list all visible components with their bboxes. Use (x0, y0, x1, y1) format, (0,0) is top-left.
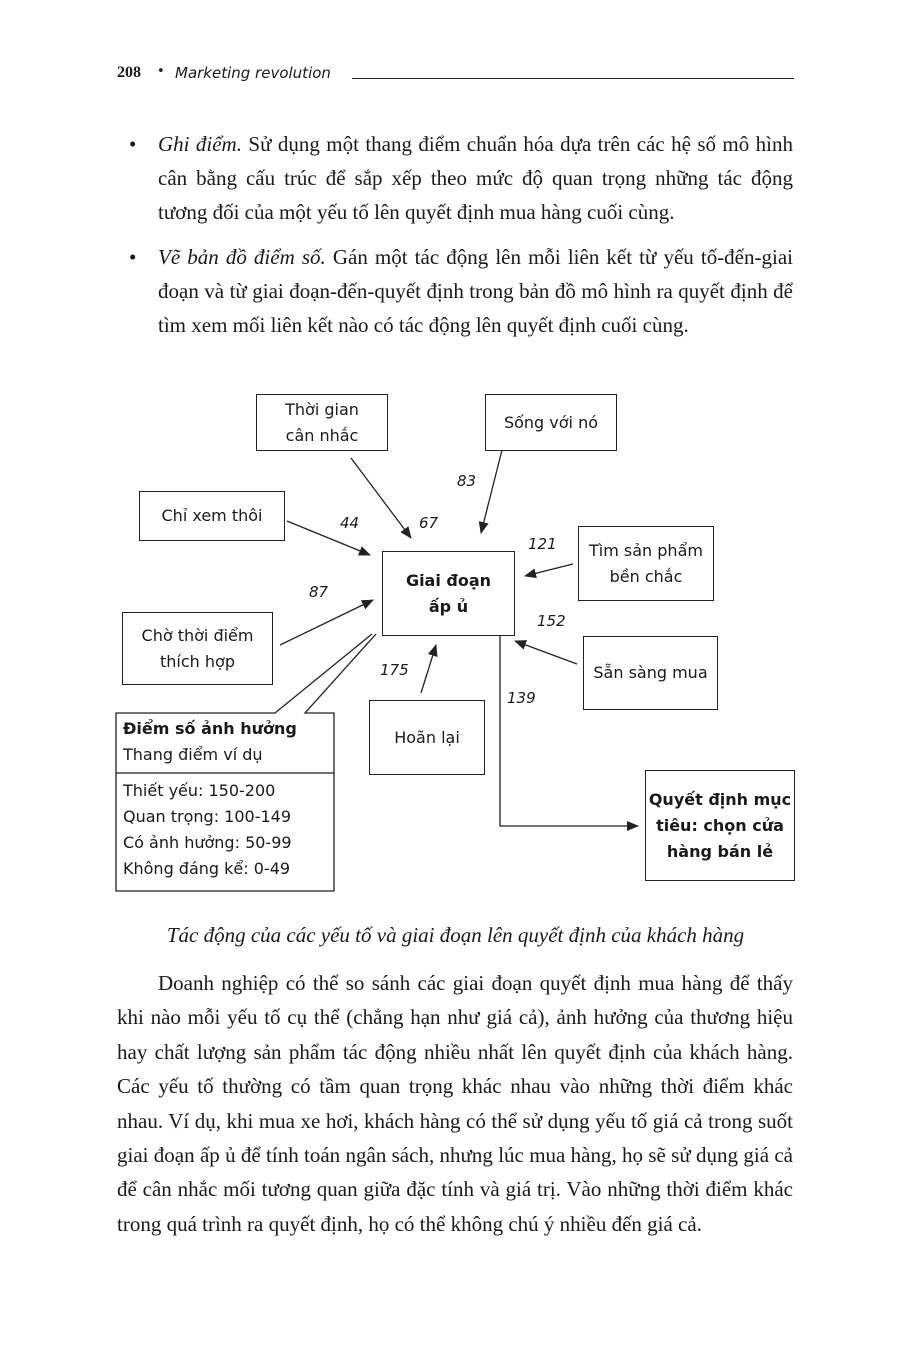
factor-tim-san-pham-ben-chac: Tìm sản phẩm bền chắc (578, 526, 714, 601)
score-cho-thoi-diem: 87 (309, 583, 329, 601)
running-header (117, 62, 794, 86)
bullet-text: Gán một tác động lên mỗi liên kết từ yếu tố-đến-giai đoạn và từ giai đoạn-đến-quyết định trong bản đồ mô hình ra quyết định để tìm xem mối liên kết nào có tác động lên quyết định cuối cùng. (158, 245, 793, 337)
score-hoan-lai: 175 (380, 661, 409, 679)
bullet-item-ve-ban-do (127, 240, 793, 342)
factor-thoi-gian-can-nhac: Thời gian cân nhắc (256, 394, 388, 451)
header-rule (352, 78, 794, 79)
arrow-song-voi-no (481, 450, 502, 533)
factor-hoan-lai: Hoãn lại (369, 700, 485, 775)
bullet-term: Vẽ bản đồ điểm số. (158, 245, 326, 269)
score-decision: 139 (507, 689, 536, 707)
score-song-voi-no: 83 (457, 472, 477, 490)
body-paragraph: Doanh nghiệp có thể so sánh các giai đoạn quyết định mua hàng để thấy khi nào mỗi yếu tố cụ thể (chẳng hạn như giá cả), ảnh hưởng của thương hiệu hay chất lượng sản phẩm tác động nhiều nhất lên quyết định của khách hàng. Các yếu tố thường có tầm quan trọng khác nhau vào những thời điểm khác nhau. Ví dụ, khi mua xe hơi, khách hàng có thể sử dụng yếu tố giá cả trong suốt giai đoạn ấp ủ để tính toán ngân sách, nhưng lúc mua hàng, họ sẽ sử dụng giá cả để cân nhắc mối tương quan giữa đặc tính và giá trị. Vào những thời điểm khác trong quá trình ra quyết định, họ có thể không chú ý nhiều đến giá cả. (117, 971, 793, 1236)
figure-caption: Tác động của các yếu tố và giai đoạn lên quyết định của khách hàng (166, 923, 745, 947)
arrow-tim-san-pham (525, 564, 573, 576)
bullet-marker: • (129, 245, 137, 269)
factor-cho-thoi-diem-thich-hop: Chờ thời điểm thích hợp (122, 612, 273, 685)
header-separator: • (157, 64, 165, 79)
factor-chi-xem-thoi: Chỉ xem thôi (139, 491, 285, 541)
bullet-marker: • (129, 132, 137, 156)
legend-title: Điểm số ảnh hưởng (123, 719, 297, 738)
legend-row: Có ảnh hưởng: 50-99 (123, 833, 292, 852)
score-san-sang-mua: 152 (537, 612, 566, 630)
factor-song-voi-no: Sống với nó (485, 394, 617, 451)
score-thoi-gian: 67 (419, 514, 439, 532)
legend-row: Không đáng kể: 0-49 (123, 859, 291, 878)
factor-san-sang-mua: Sẵn sàng mua (583, 636, 718, 710)
score-chi-xem: 44 (340, 514, 360, 532)
arrow-thoi-gian (351, 458, 411, 538)
page-number: 208 (117, 64, 141, 81)
score-tim-san-pham: 121 (528, 535, 557, 553)
bullet-item-ghi-diem (127, 127, 793, 229)
decision-target: Quyết định mục tiêu: chọn cửa hàng bán lẻ (645, 770, 795, 881)
legend-subtitle: Thang điểm ví dụ (123, 745, 263, 764)
bullet-list (127, 127, 793, 353)
arrow-san-sang-mua (515, 641, 577, 664)
stage-giai-doan-ap-u: Giai đoạn ấp ủ (382, 551, 515, 636)
book-title: Marketing revolution (175, 64, 331, 82)
bullet-text: Sử dụng một thang điểm chuẩn hóa dựa trên các hệ số mô hình cân bằng cấu trúc để sắp xếp theo mức độ quan trọng những tác động tương đối của một yếu tố lên quyết định mua hàng cuối cùng. (158, 132, 793, 224)
bullet-term: Ghi điểm. (158, 132, 242, 156)
legend-row: Quan trọng: 100-149 (123, 807, 292, 826)
arrow-hoan-lai (421, 645, 436, 693)
arrow-cho-thoi-diem (280, 600, 373, 645)
legend-row: Thiết yếu: 150-200 (123, 781, 276, 800)
